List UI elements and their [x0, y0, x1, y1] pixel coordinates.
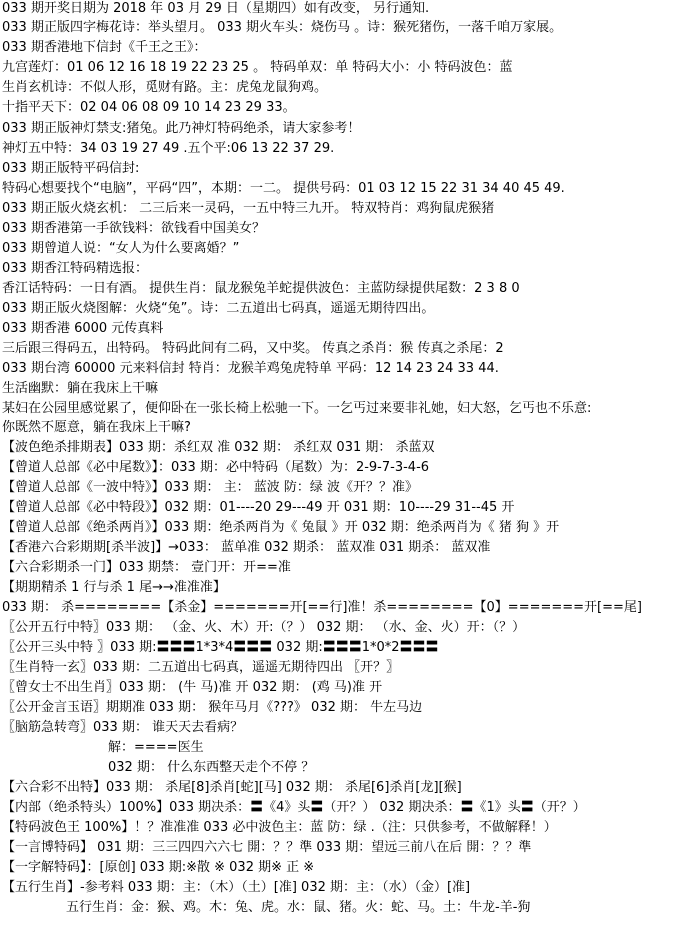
one-wave-line: 【曾道人总部《一波中特》】033 期： 主： 蓝波 防：绿 波《开？？准》 [2, 480, 418, 495]
brain-teaser-question: 〖脑筋急转弯〗033 期： 谁天天去看病？ [2, 720, 244, 735]
ten-fingers-line: 十指平天下：02 04 06 08 09 10 14 23 29 33。 [2, 100, 296, 115]
wave-king-line: 【特码波色王 100%】！？准准准 033 必中波色主：蓝 防：绿 .（注：只供参考，不做解释！） [2, 820, 557, 835]
zodiac-riddle-poem: 生肖玄机诗：不似人形，觅财有路。主：虎兔龙鼠狗鸡。 [2, 80, 328, 95]
golden-words-line: 〖公开金言玉语〗期期准 033 期： 猴年马月《???》 032 期： 牛左马边 [2, 700, 423, 715]
xiangjiang-report-line: 香江话特码：一日有酒。 提供生肖：鼠龙猴兔羊蛇提供波色：主蓝防绿提供尾数：2 3 8 0 [2, 281, 520, 296]
magic-lamp-ban-line: 033 期正版神灯禁支:猪兔。此乃神灯特码绝杀，请大家参考！ [2, 121, 361, 136]
plum-blossom-poem-line: 033 期正版四字梅花诗：举头望月。 033 期火车头：烧伤马 。诗：猴死猪伤，一落千咱万家展。 [2, 20, 563, 35]
brain-teaser-032: 032 期： 什么东西整天走个不停 ？ [108, 760, 315, 775]
nine-palace-lamp-line: 九宫莲灯：01 06 12 16 18 19 22 23 25 。 特码单双：单 特码大小：小 特码波色：蓝 [2, 60, 513, 75]
kill-head-line: 【内部（绝杀特头）100%】033 期决杀：〓《4》头〓（开？） 032 期决杀：〓《1》头〓（开？） [2, 800, 586, 815]
not-out-zodiac-line: 〖曾女士不出生肖〗033 期： (牛 马)准 开 032 期： (鸡 马)准 开 [2, 680, 383, 695]
special-letter-title: 033 期正版特平码信封: [2, 161, 140, 176]
kill-row-tail-line: 033 期： 杀========【杀金】=======开[==行]准！杀========【0】=======开[==尾] [2, 600, 642, 615]
tail-number-line: 【曾道人总部《必中尾数》】：033 期：必中特码（尾数）为：2-9-7-3-4-6 [2, 460, 430, 475]
five-element-mapping: 五行生肖：金：猴、鸡。木：兔、虎。水：鼠、猪。火：蛇、马。土：牛龙-羊-狗 [66, 900, 531, 915]
five-elements-line: 〖公开五行中特〗033 期： （金、火、木）开:（？） 032 期： （水、金、火）开：（？） [2, 620, 526, 635]
five-element-zodiac-line: 【五行生肖】-参考料 033 期：主：（木）（土）[准] 032 期：主：（水）（金）[准] [2, 880, 471, 895]
humor-story-line-2: 你既然不愿意，躺在我床上干嘛? [2, 420, 191, 435]
kill-two-zodiac-line: 【曾道人总部《绝杀两肖》】033 期：绝杀两肖为《 兔鼠 》开 032 期：绝杀两肖为《 猪 狗 》开 [2, 520, 560, 535]
xiangjiang-report-title: 033 期香江特码精选报： [2, 261, 148, 276]
taiwan-letter-line: 033 期台湾 60000 元来料信封 特肖：龙猴羊鸡兔虎特单 平码：12 14 23 24 33 44. [2, 361, 499, 376]
humor-title: 生活幽默：躺在我床上干嘛 [2, 381, 159, 396]
taoist-saying-line: 033 期曾道人说：“女人为什么要离婚？” [2, 241, 240, 256]
wave-color-kill-line: 【波色绝杀排期表】033 期：杀红双 准 032 期： 杀红双 031 期： 杀蓝双 [2, 440, 435, 455]
fire-picture-line: 033 期正版火烧图解：火烧“兔”。诗：二五道出七码真，遥遥无期待四出。 [2, 301, 435, 316]
kill-half-wave-line: 【香港六合彩期期[杀半波]】→033： 蓝单准 032 期杀： 蓝双准 031 期杀： 蓝双准 [2, 540, 491, 555]
three-heads-line: 〖公开三头中特 〗033 期:〓〓〓1*3*4〓〓〓 032 期:〓〓〓1*0*2〓〓〓 [2, 640, 439, 655]
first-hand-money-line: 033 期香港第一手欲钱料：欲钱看中国美女？ [2, 221, 265, 236]
fire-riddle-line: 033 期正版火烧玄机： 二三后来一灵码，一五中特三九开。 特双特肖：鸡狗鼠虎猴猪 [2, 201, 495, 216]
fax-material-title: 033 期香港 6000 元传真料 [2, 321, 164, 336]
kill-row-tail-title: 【期期精杀 1 行与杀 1 尾→→准准准】 [2, 580, 226, 595]
one-word-special-line: 【一言博特码】 031 期：三三四四六六七 開：？？準 033 期：望远三前八在后 開：？？準 [2, 840, 532, 855]
no-special-line: 【六合彩不出特】033 期： 杀尾[8]杀肖[蛇][马] 032 期： 杀尾[6]杀肖[龙][猴] [2, 780, 462, 795]
number-segment-line: 【曾道人总部《必中特段》】032 期：01----20 29---49 开 031 期：10----29 31--45 开 [2, 500, 515, 515]
draw-date-notice: 033 期开奖日期为 2018 年 03 月 29 日（星期四）如有改变， 另行通知. [2, 1, 430, 16]
special-letter-numbers: 特码心想要找个“电脑”，平码“四”，本期：一二。 提供号码：01 03 12 15 22 31 34 40 45 49. [2, 181, 565, 196]
brain-teaser-answer: 解：====医生 [108, 740, 204, 755]
zodiac-riddle-line: 〖生肖特一玄〗033 期：二五道出七码真，遥遥无期待四出 〖开？〗 [2, 660, 400, 675]
one-character-line: 【一字解特码】：[原创] 033 期:※散 ※ 032 期※ 正 ※ [2, 860, 315, 875]
magic-lamp-five-line: 神灯五中特：34 03 19 27 49 .五个平:06 13 22 37 29. [2, 141, 335, 156]
fax-material-line: 三后跟三得码五，出特码。 特码此间有二码，又中奖。 传真之杀肖：猴 传真之杀尾：2 [2, 341, 504, 356]
underground-letter-title: 033 期香港地下信封《千王之王》： [2, 40, 207, 55]
kill-one-door-line: 【六合彩期杀一门】033 期禁： 壹门开：开==准 [2, 560, 291, 575]
humor-story-line-1: 某妇在公园里感觉累了，便仰卧在一张长椅上松驰一下。一乞丐过来要非礼她，妇大怒，乞丐也不乐意: [2, 401, 592, 416]
